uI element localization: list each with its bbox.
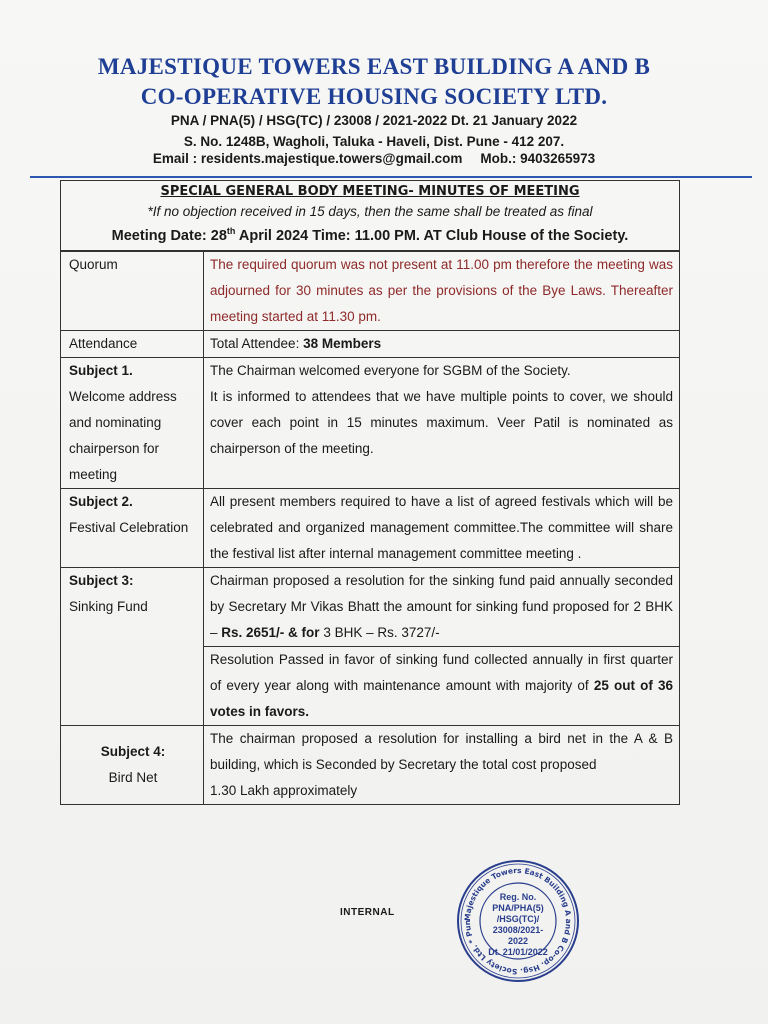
registration-number: PNA / PNA(5) / HSG(TC) / 23008 / 2021-2022 Dt. 21 January 2022 — [170, 113, 578, 128]
objection-note: *If no objection received in 15 days, then the same shall be treated as final — [147, 204, 593, 219]
society-address: S. No. 1248B, Wagholi, Taluka - Haveli, Dist. Pune - 412 207. — [183, 134, 565, 149]
attendance-count: 38 Members — [303, 336, 382, 351]
subject4-cost: 1.30 Lakh approximately — [210, 783, 358, 798]
minutes-rows — [61, 251, 679, 804]
subject2-text: All present members required to have a list of agreed festivals which will be celebrated and organized management committee.The committee will share the festival list after internal management committee meeting . — [204, 489, 680, 568]
table-row — [61, 331, 679, 358]
row-label-attendance: Attendance — [61, 331, 204, 358]
minutes-title: SPECIAL GENERAL BODY MEETING- MINUTES OF MEETING — [160, 184, 580, 199]
society-seal — [455, 858, 581, 984]
internal-label: INTERNAL — [340, 907, 395, 918]
minutes-title-block — [61, 181, 679, 251]
seal-line1: Reg. No. — [499, 892, 537, 902]
subject4-heading: Subject 4: — [100, 744, 166, 759]
header-divider — [30, 176, 752, 178]
seal-line5: Dt. 21/01/2022 — [488, 947, 548, 957]
table-row — [61, 489, 679, 568]
table-row — [61, 358, 679, 489]
subject3-votes: 25 out of 36 votes in favors. — [210, 678, 674, 719]
minutes-table — [60, 180, 680, 805]
subject3-heading: Subject 3: — [69, 573, 134, 588]
row-label-subject2 — [61, 489, 204, 568]
subject3-resolution — [204, 647, 680, 726]
meeting-date-suffix: th — [226, 226, 236, 236]
meeting-date-rest: April 2024 Time: 11.00 PM. AT Club House of the Society. — [235, 227, 629, 244]
contact-line — [0, 151, 748, 166]
row-label-subject1 — [61, 358, 204, 489]
subject4-text — [204, 726, 680, 805]
subject3-3bhk-amount: 3 BHK – Rs. 3727/- — [323, 625, 440, 640]
subject3-resolution-text: Resolution Passed in favor of sinking fund collected annually in first quarter of every year along with maintenance amount with majority of — [210, 652, 673, 693]
seal-line3: /HSG(TC)/ — [496, 914, 540, 924]
subject3-proposal — [204, 568, 680, 647]
table-row — [61, 726, 679, 805]
quorum-text: The required quorum was not present at 11.00 pm therefore the meeting was adjourned for 30 minutes as per the provisions of the Bye Laws. Thereafter meeting started at 11.30 pm. — [204, 252, 680, 331]
subject4-proposal: The chairman proposed a resolution for installing a bird net in the A & B building, which is Seconded by Secretary the total cost proposed — [210, 731, 673, 772]
row-label-subject4 — [61, 726, 204, 805]
subject1-welcome: The Chairman welcomed everyone for SGBM of the Society. — [210, 363, 571, 378]
society-name-line2: CO-OPERATIVE HOUSING SOCIETY LTD. — [140, 84, 608, 109]
subject1-details: It is informed to attendees that we have multiple points to cover, we should cover each point in 15 minutes maximum. Veer Patil is nominated as chairperson of the meeting. — [210, 389, 673, 456]
subject2-heading: Subject 2. — [69, 494, 133, 509]
seal-ring-text: Majestique Towers East Building A and B Co-op. Hsg. Society Ltd. * Pun — [462, 865, 574, 977]
table-row — [61, 568, 679, 647]
subject3-2bhk-amount: Rs. 2651/- & for — [221, 625, 324, 640]
seal-center-text — [483, 892, 553, 958]
subject1-text — [204, 358, 680, 489]
subject1-heading: Subject 1. — [69, 363, 133, 378]
attendance-text — [204, 331, 680, 358]
subject4-title: Bird Net — [108, 770, 158, 785]
attendance-prefix: Total Attendee: — [210, 336, 304, 351]
subject1-title: Welcome address and nominating chairperson for meeting — [69, 389, 177, 482]
seal-line4: 23008/2021-2022 — [492, 925, 544, 946]
seal-line2: PNA/PHA(5) — [492, 903, 544, 913]
subject3-title: Sinking Fund — [69, 599, 148, 614]
row-label-subject3 — [61, 568, 204, 726]
mobile-text: Mob.: 9403265973 — [480, 151, 596, 166]
row-label-quorum: Quorum — [61, 252, 204, 331]
subject2-title: Festival Celebration — [69, 520, 189, 535]
table-row — [61, 252, 679, 331]
society-name-line1: MAJESTIQUE TOWERS EAST BUILDING A AND B — [97, 54, 651, 79]
email-text: Email : residents.majestique.towers@gmail.com — [152, 151, 463, 166]
meeting-date-prefix: Meeting Date: 28 — [111, 227, 227, 244]
subject3-proposal-text: Chairman proposed a resolution for the sinking fund paid annually seconded by Secretary Mr Vikas Bhatt the amount for sinking fund proposed for 2 BHK – — [210, 573, 673, 640]
meeting-details — [61, 224, 679, 250]
